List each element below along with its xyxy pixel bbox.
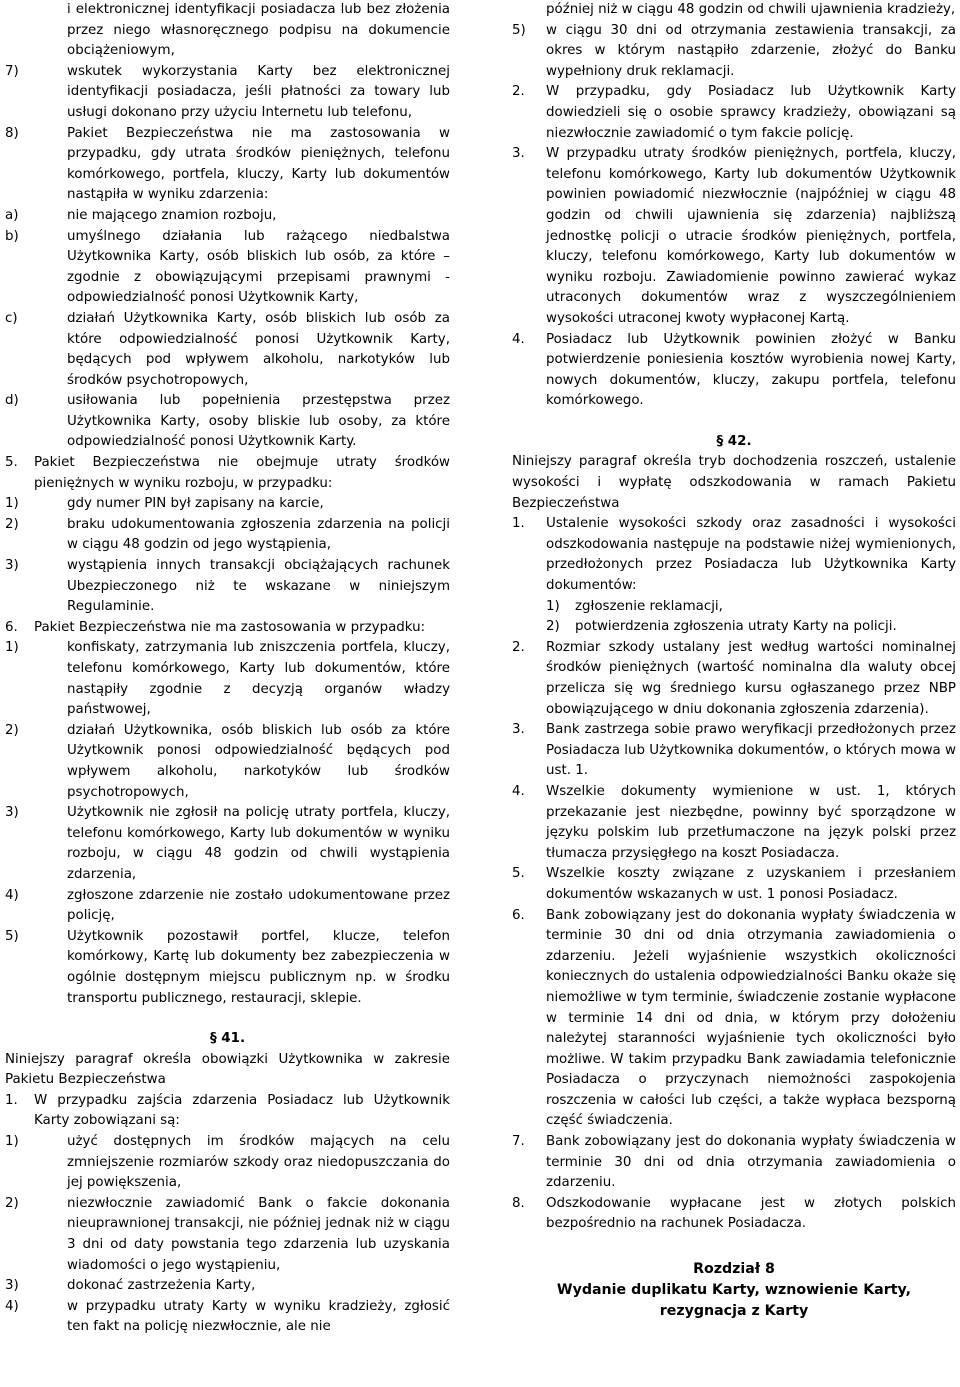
point-number: 6. bbox=[512, 907, 525, 923]
list-item bbox=[5, 886, 450, 927]
list-item bbox=[512, 21, 956, 83]
list-number: 3) bbox=[5, 558, 19, 574]
list-text: gdy numer PIN był zapisany na karcie, bbox=[67, 496, 324, 512]
section-intro: Niniejszy paragraf określa obowiązki Użytkownika w zakresie Pakietu Bezpieczeństwa bbox=[5, 1051, 450, 1088]
list-item bbox=[5, 309, 450, 391]
list-number: 1) bbox=[5, 640, 19, 656]
section-intro: Niniejszy paragraf określa tryb dochodzenia roszczeń, ustalenie wysokości i wypłatę odszkodowania w ramach Pakietu Bezpieczeństwa bbox=[512, 454, 956, 511]
point-1 bbox=[5, 1091, 450, 1132]
point-4 bbox=[512, 330, 956, 412]
list-letter: d) bbox=[5, 393, 19, 409]
point-number: 1. bbox=[512, 516, 525, 532]
list-letter: b) bbox=[5, 228, 19, 244]
list-letter: a) bbox=[5, 207, 19, 223]
list-text: wystąpienia innych transakcji obciążających rachunek Ubezpieczonego niż te wskazane w niniejszym Regulaminie. bbox=[67, 558, 450, 615]
list-text: nie mającego znamion rozboju, bbox=[67, 207, 277, 223]
point-number: 1. bbox=[5, 1092, 18, 1108]
chapter-title: Wydanie duplikatu Karty, wznowienie Karty, rezygnacja z Karty bbox=[556, 1282, 912, 1320]
point-number: 2. bbox=[512, 639, 525, 655]
point-text: W przypadku utraty środków pieniężnych, portfela, kluczy, telefonu komórkowego, Karty lub dokumentów Użytkownik powinien powiadomić niezwłocznie (najpóźniej w ciągu 48 godzin od chwili ujawnienia się zdarzenia) najbliższą jednostkę policji o utracie środków pieniężnych, portfela, kluczy, telefonu komórkowego, Karty lub dokumentów w wyniku rozboju. Zawiadomienie powinno zawierać wykaz utraconych dokumentów wraz z wyszczególnieniem wysokości utraconej kwoty wypłaconej Kartą. bbox=[546, 146, 956, 326]
point-5 bbox=[5, 453, 450, 494]
list-number: 5) bbox=[512, 22, 526, 38]
point-number: 3. bbox=[512, 146, 525, 162]
list-letter: c) bbox=[5, 310, 18, 326]
list-item bbox=[5, 1194, 450, 1276]
list-number: 1) bbox=[5, 1134, 19, 1150]
point-text: Ustalenie wysokości szkody oraz zasadności i wysokości odszkodowania następuje na podstawie niżej wymienionych, przedłożonych przez Posiadacza lub Użytkownika Karty dokumentów: bbox=[546, 516, 956, 594]
list-item bbox=[512, 597, 956, 618]
point-text: Pakiet Bezpieczeństwa nie ma zastosowania w przypadku: bbox=[34, 619, 426, 635]
point-text: Posiadacz lub Użytkownik powinien złożyć w Banku potwierdzenie poniesienia kosztów wyrobienia nowej Karty, nowych dokumentów, kluczy, zakupu portfela, telefonu komórkowego. bbox=[546, 331, 956, 409]
list-item bbox=[5, 227, 450, 309]
paragraph-continuation: później niż w ciągu 48 godzin od chwili ujawnienia kradzieży, bbox=[546, 2, 956, 17]
list-text: Użytkownik nie zgłosił na policję utraty portfela, kluczy, telefonu komórkowego, Karty lub dokumentów w wyniku rozboju, w ciągu 48 godzin od chwili wystąpienia zdarzenia, bbox=[67, 805, 450, 882]
paragraph-text: i elektronicznej identyfikacji posiadacza lub bez złożenia przez niego własnoręcznego podpisu na dokumencie obciążeniowym, bbox=[67, 2, 450, 59]
point-8 bbox=[512, 1194, 956, 1235]
list-text: braku udokumentowania zgłoszenia zdarzenia na policji w ciągu 48 godzin od jego wystąpienia, bbox=[67, 516, 450, 553]
list-number: 5) bbox=[5, 928, 19, 944]
list-item bbox=[5, 803, 450, 885]
list-number: 2) bbox=[5, 722, 19, 738]
list-text: w ciągu 30 dni od otrzymania zestawienia transakcji, za okres w którym nastąpiło zdarzenie, złożyć do Banku wypełniony druk reklamacji. bbox=[546, 22, 956, 79]
list-item bbox=[5, 62, 450, 124]
list-text: usiłowania lub popełnienia przestępstwa przez Użytkownika Karty, osoby bliskie lub osoby, za które odpowiedzialność ponosi Użytkownik Karty. bbox=[67, 393, 450, 450]
list-text: zgłoszone zdarzenie nie zostało udokumentowane przez policję, bbox=[67, 887, 450, 924]
list-text: umyślnego działania lub rażącego niedbalstwa Użytkownika Karty, osób bliskich lub osób, za które – zgodnie z obowiązującymi przepisami prawnymi - odpowiedzialność ponosi Użytkownik Karty, bbox=[67, 228, 450, 306]
point-2 bbox=[512, 638, 956, 720]
point-number: 5. bbox=[512, 866, 525, 882]
list-text: wskutek wykorzystania Karty bez elektronicznej identyfikacji posiadacza, jeśli płatności za towary lub usługi dokonano przy użyciu Internetu lub telefonu, bbox=[67, 63, 450, 120]
list-number: 2) bbox=[5, 1195, 19, 1211]
list-text: działań Użytkownika Karty, osób bliskich lub osób za które odpowiedzialność ponosi Użytkownik Karty, będących pod wpływem alkoholu, narkotyków lub środków psychotropowych, bbox=[67, 310, 450, 388]
point-text: Bank zobowiązany jest do dokonania wypłaty świadczenia w terminie 30 dni od dnia otrzymania zawiadomienia o zdarzeniu. Jeżeli wyjaśnienie wszystkich okoliczności koniecznych do ustalenia odpowiedzialności Banku okaże się niemożliwe w tym terminie, świadczenie zostanie wypłacone w terminie 14 dni od dnia, w którym przy dołożeniu należytej staranności wyjaśnienie tych okoliczności było możliwe. W takim przypadku Bank zawiadamia telefonicznie Posiadacza o przyczynach niemożności zaspokojenia roszczenia w całości lub części, a także wypłaca bezsporną część świadczenia. bbox=[546, 907, 956, 1129]
list-number: 4) bbox=[5, 1298, 19, 1314]
point-number: 4. bbox=[512, 783, 525, 799]
point-text: Wszelkie koszty związane z uzyskaniem i przesłaniem dokumentów wskazanych w ust. 1 ponosi Posiadacz. bbox=[546, 866, 956, 902]
point-2 bbox=[512, 82, 956, 144]
right-column bbox=[512, 0, 956, 1322]
list-number: 4) bbox=[5, 887, 19, 903]
point-number: 7. bbox=[512, 1134, 525, 1150]
list-number: 3) bbox=[5, 1278, 19, 1294]
point-text: Bank zobowiązany jest do dokonania wypłaty świadczenia w terminie 30 dni od dnia otrzymania zawiadomienia o zdarzeniu. bbox=[546, 1134, 956, 1191]
list-number: 2) bbox=[546, 619, 560, 635]
list-item bbox=[5, 494, 450, 515]
point-7 bbox=[512, 1132, 956, 1194]
list-item bbox=[5, 391, 450, 453]
list-text: potwierdzenia zgłoszenia utraty Karty na policji. bbox=[575, 619, 897, 635]
point-text: Rozmiar szkody ustalany jest według wartości nominalnej środków pieniężnych (wartość nominalna dla waluty obcej przelicza się wg średniego kursu ogłaszanego przez NBP obowiązującego w dniu dokonania zgłoszenia zdarzenia). bbox=[546, 639, 956, 717]
point-3 bbox=[512, 720, 956, 782]
point-text: Wszelkie dokumenty wymienione w ust. 1, których przekazanie jest niezbędne, powinny być sporządzone w języku polskim lub przetłumaczone na język polski przez tłumacza przysięgłego na koszt Posiadacza. bbox=[546, 783, 956, 861]
point-text: Bank zastrzega sobie prawo weryfikacji przedłożonych przez Posiadacza lub Użytkownika dokumentów, o których mowa w ust. 1. bbox=[546, 722, 956, 779]
point-text: Pakiet Bezpieczeństwa nie obejmuje utraty środków pieniężnych w wyniku rozboju, w przypadku: bbox=[34, 455, 450, 491]
list-number: 1) bbox=[546, 598, 560, 614]
list-item bbox=[5, 515, 450, 556]
list-item bbox=[5, 1297, 450, 1338]
list-number: 7) bbox=[5, 63, 19, 79]
list-text: zgłoszenie reklamacji, bbox=[575, 598, 723, 614]
list-item bbox=[5, 721, 450, 803]
point-3 bbox=[512, 144, 956, 329]
point-number: 6. bbox=[5, 619, 18, 635]
point-number: 3. bbox=[512, 722, 525, 738]
list-text: Pakiet Bezpieczeństwa nie ma zastosowania w przypadku, gdy utrata środków pieniężnych, telefonu komórkowego, portfela, kluczy, Karty lub dokumentów nastąpiła w wyniku zdarzenia: bbox=[67, 125, 450, 203]
list-text: Użytkownik pozostawił portfel, klucze, telefon komórkowy, Kartę lub dokumenty bez zabezpieczenia w ogólnie dostępnym miejscu publicznym np. w środku transportu publicznego, restauracji, sklepie. bbox=[67, 928, 450, 1006]
list-number: 8) bbox=[5, 125, 19, 141]
list-text: w przypadku utraty Karty w wyniku kradzieży, zgłosić ten fakt na policję niezwłocznie, ale nie bbox=[67, 1298, 450, 1335]
list-item bbox=[5, 124, 450, 206]
list-number: 1) bbox=[5, 496, 19, 512]
point-text: W przypadku, gdy Posiadacz lub Użytkownik Karty dowiedzieli się o osobie sprawcy kradzieży, obowiązani są niezwłocznie zawiadomić o tym fakcie policję. bbox=[546, 84, 956, 141]
list-item bbox=[5, 1132, 450, 1194]
list-number: 2) bbox=[5, 516, 19, 532]
point-number: 5. bbox=[5, 455, 18, 471]
point-6 bbox=[512, 906, 956, 1133]
list-text: użyć dostępnych im środków mających na celu zmniejszenie rozmiarów szkody oraz niedopuszczania do jej powiększenia, bbox=[67, 1134, 450, 1191]
point-number: 4. bbox=[512, 331, 525, 347]
list-number: 3) bbox=[5, 805, 19, 821]
list-text: dokonać zastrzeżenia Karty, bbox=[67, 1278, 256, 1294]
section-title-41: § 41. bbox=[209, 1031, 246, 1047]
point-number: 8. bbox=[512, 1195, 525, 1211]
list-text: konfiskaty, zatrzymania lub zniszczenia portfela, kluczy, telefonu komórkowego, Karty lub dokumentów, które nastąpiły zgodnie z decyzją organów władzy państwowej, bbox=[67, 640, 450, 718]
list-item bbox=[5, 556, 450, 618]
point-text: W przypadku zajścia zdarzenia Posiadacz lub Użytkownik Karty zobowiązani są: bbox=[34, 1092, 450, 1129]
point-text: Odszkodowanie wypłacane jest w złotych polskich bezpośrednio na rachunek Posiadacza. bbox=[546, 1195, 956, 1232]
list-item bbox=[5, 638, 450, 720]
point-number: 2. bbox=[512, 84, 525, 100]
list-item bbox=[512, 617, 956, 638]
left-column bbox=[5, 0, 450, 1338]
list-text: działań Użytkownika, osób bliskich lub osób za które Użytkownik ponosi odpowiedzialność będących pod wpływem alkoholu, narkotyków lub środków psychotropowych, bbox=[67, 722, 450, 800]
point-1 bbox=[512, 514, 956, 596]
list-text: niezwłocznie zawiadomić Bank o fakcie dokonania nieuprawnionej transakcji, nie później jednak niż w ciągu 3 dni od daty powstania tego zdarzenia lub uzyskania wiadomości o jego wystąpieniu, bbox=[67, 1195, 450, 1273]
point-4 bbox=[512, 782, 956, 864]
list-item bbox=[5, 206, 450, 227]
point-6 bbox=[5, 618, 450, 639]
list-item bbox=[5, 1276, 450, 1297]
section-title-42: § 42. bbox=[716, 433, 752, 449]
list-item bbox=[5, 927, 450, 1009]
chapter-number: Rozdział 8 bbox=[693, 1261, 775, 1278]
point-5 bbox=[512, 864, 956, 905]
paragraph-continuation bbox=[5, 0, 450, 62]
